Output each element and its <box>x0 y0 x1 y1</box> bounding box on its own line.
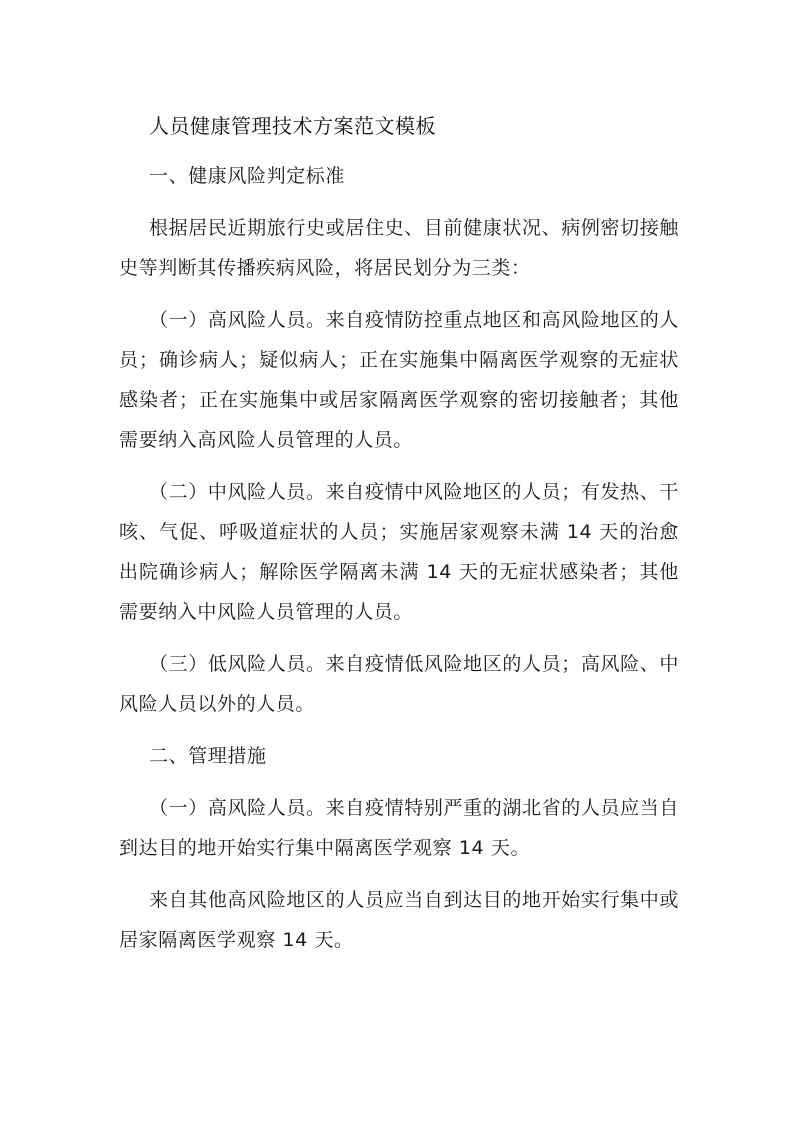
paragraph-high-risk: （一）高风险人员。来自疫情防控重点地区和高风险地区的人员；确诊病人；疑似病人；正在实施集中隔离医学观察的无症状感染者；正在实施集中或居家隔离医学观察的密切接触者；其他需要纳入高风险人员管理的人员。 <box>119 309 679 451</box>
paragraph-management-other-high-risk: 来自其他高风险地区的人员应当自到达目的地开始实行集中或居家隔离医学观察 14 天。 <box>119 889 679 951</box>
section-heading-management: 二、管理措施 <box>149 745 267 767</box>
document-body <box>119 106 679 972</box>
section-heading-risk-criteria: 一、健康风险判定标准 <box>149 165 346 187</box>
paragraph-medium-risk: （二）中风险人员。来自疫情中风险地区的人员；有发热、干咳、气促、呼吸道症状的人员；实施居家观察未满 14 天的治愈出院确诊病人；解除医学隔离未满 14 天的无症状感染者；其他需要纳入中风险人员管理的人员。 <box>119 481 679 623</box>
paragraph-risk-intro: 根据居民近期旅行史或居住史、目前健康状况、病例密切接触史等判断其传播疾病风险，将居民划分为三类： <box>119 217 679 279</box>
paragraph-low-risk: （三）低风险人员。来自疫情低风险地区的人员；高风险、中风险人员以外的人员。 <box>119 653 679 715</box>
document-title: 人员健康管理技术方案范文模板 <box>149 114 436 138</box>
paragraph-management-high-risk: （一）高风险人员。来自疫情特别严重的湖北省的人员应当自到达目的地开始实行集中隔离医学观察 14 天。 <box>119 797 679 859</box>
